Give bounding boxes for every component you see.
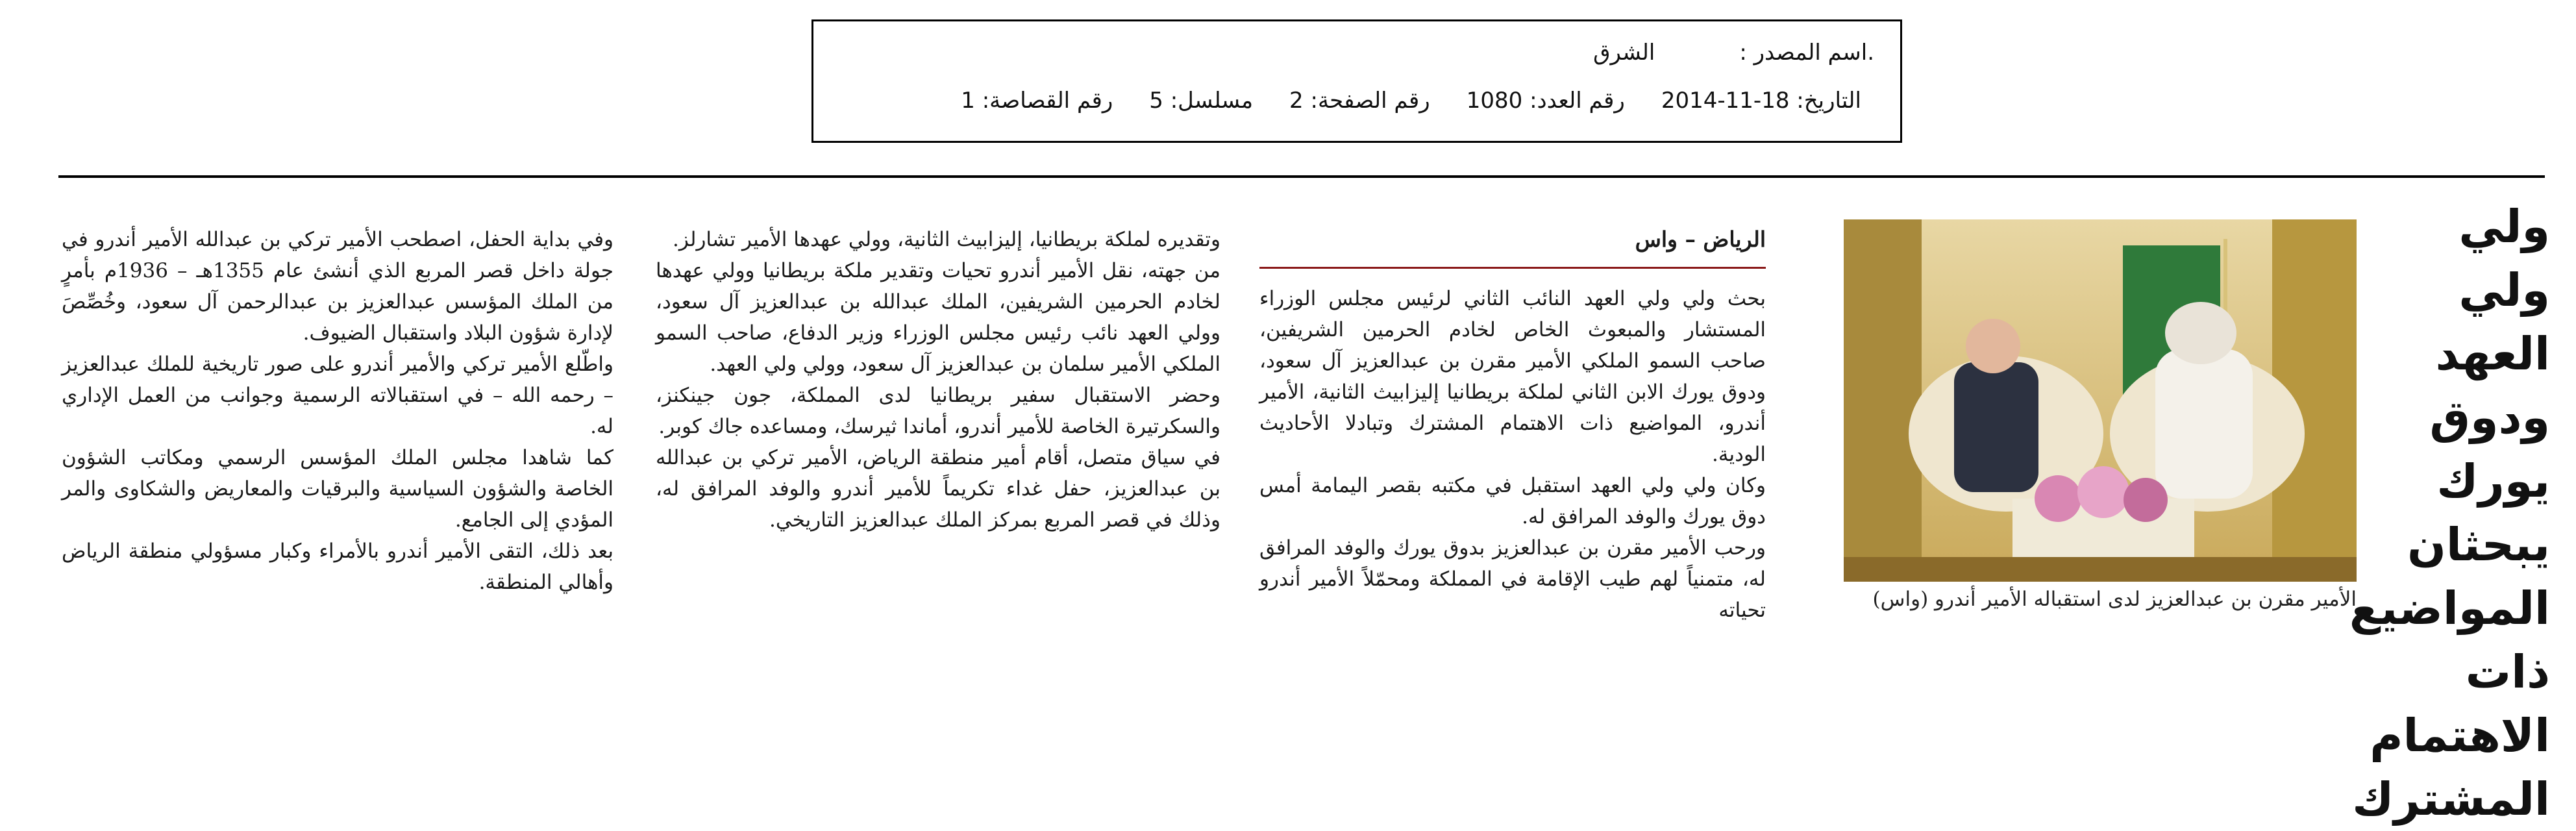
article-photo (1844, 219, 2357, 582)
date-field: التاريخ: 18-11-2014 (1661, 88, 1861, 114)
paragraph: من جهته، نقل الأمير أندرو تحيات وتقدير ملكة بريطانيا وولي عهدها لخادم الحرمين الشريفين، الملك عبدالله بن عبدالعزيز آل سعود، وولي العهد نائب رئيس مجلس الوزراء وزير الدفاع، صاحب السمو الملكي الأمير سلمان بن عبدالعزيز آل سعود، وولي ولي العهد. (656, 259, 1220, 376)
paragraph: كما شاهدا مجلس الملك المؤسس الرسمي ومكاتب الشؤون الخاصة والشؤون السياسية والبرقيات والمعاريض والشكاوى والمر المؤدي إلى الجامع. (62, 446, 613, 532)
clip-field: رقم القصاصة: 1 (961, 88, 1113, 114)
paragraph: في سياق متصل، أقام أمير منطقة الرياض، الأمير تركي بن عبدالله بن عبدالعزيز، حفل غداء تكريماً للأمير أندرو والوفد المرافق له، وذلك في قصر المربع بمركز الملك عبدالعزيز التاريخي. (656, 446, 1220, 532)
paragraph: وفي بداية الحفل، اصطحب الأمير تركي بن عبدالله الأمير أندرو في جولة داخل قصر المربع الذي أنشئ عام 1355هـ – 1936م بأمرٍ من الملك المؤسس عبدالعزيز بن عبدالرحمن آل سعود، وخُصِّصَ لإدارة شؤون البلاد واستقبال الضيوف. (62, 228, 613, 345)
meta-row (961, 88, 1861, 114)
article-column-2 (656, 224, 1220, 536)
photo-illustration (1844, 219, 2357, 582)
paragraph: وحضر الاستقبال سفير بريطانيا لدى المملكة، جون جينكنز، والسكرتيرة الخاصة للأمير أندرو، أماندا ثيرسك، ومساعده جاك كوبر. (656, 384, 1220, 438)
issue-field: رقم العدد: 1080 (1466, 88, 1625, 114)
source-label: .اسم المصدر : (1739, 40, 1874, 66)
paragraph: وتقديره لملكة بريطانيا، إليزابيث الثانية، وولي عهدها الأمير تشارلز. (673, 228, 1220, 251)
page-field: رقم الصفحة: 2 (1289, 88, 1430, 114)
source-row (1593, 40, 1874, 66)
article-column-3 (62, 224, 613, 598)
horizontal-rule (58, 175, 2545, 178)
paragraph: ورحب الأمير مقرن بن عبدالعزيز بدوق يورك والوفد المرافق له، متمنياً لهم طيب الإقامة في المملكة ومحمّلاً الأمير أندرو تحياته (1259, 536, 1766, 622)
article-column-1 (1259, 224, 1766, 626)
article-headline: ولي ولي العهد ودوق يورك يبحثان المواضيع ذات الاهتمام المشترك (2349, 200, 2550, 826)
paragraph: واطّلع الأمير تركي والأمير أندرو على صور تاريخية للملك عبدالعزيز – رحمه الله – في استقبالاته الرسمية وجوانب من العمل الإداري له. (62, 353, 613, 438)
paragraph: وكان ولي ولي العهد استقبل في مكتبه بقصر اليمامة أمس دوق يورك والوفد المرافق له. (1259, 474, 1766, 528)
paragraph: بعد ذلك، التقى الأمير أندرو بالأمراء وكبار مسؤولي منطقة الرياض وأهالي المنطقة. (62, 540, 613, 594)
source-value: الشرق (1593, 40, 1655, 66)
photo-caption: الأمير مقرن بن عبدالعزيز لدى استقباله الأمير أندرو (واس) (1872, 588, 2357, 611)
paragraph: بحث ولي ولي العهد النائب الثاني لرئيس مجلس الوزراء المستشار والمبعوث الخاص لخادم الحرمين الشريفين، صاحب السمو الملكي الأمير مقرن بن عبدالعزيز آل سعود، ودوق يورك الابن الثاني لملكة بريطانيا إليزابيث الثانية، الأمير أندرو، المواضيع ذات الاهتمام المشترك وتبادلا الأحاديث الودية. (1259, 287, 1766, 466)
byline: الرياض – واس (1259, 224, 1766, 269)
serial-field: مسلسل: 5 (1149, 88, 1254, 114)
source-info-box (811, 19, 1902, 143)
